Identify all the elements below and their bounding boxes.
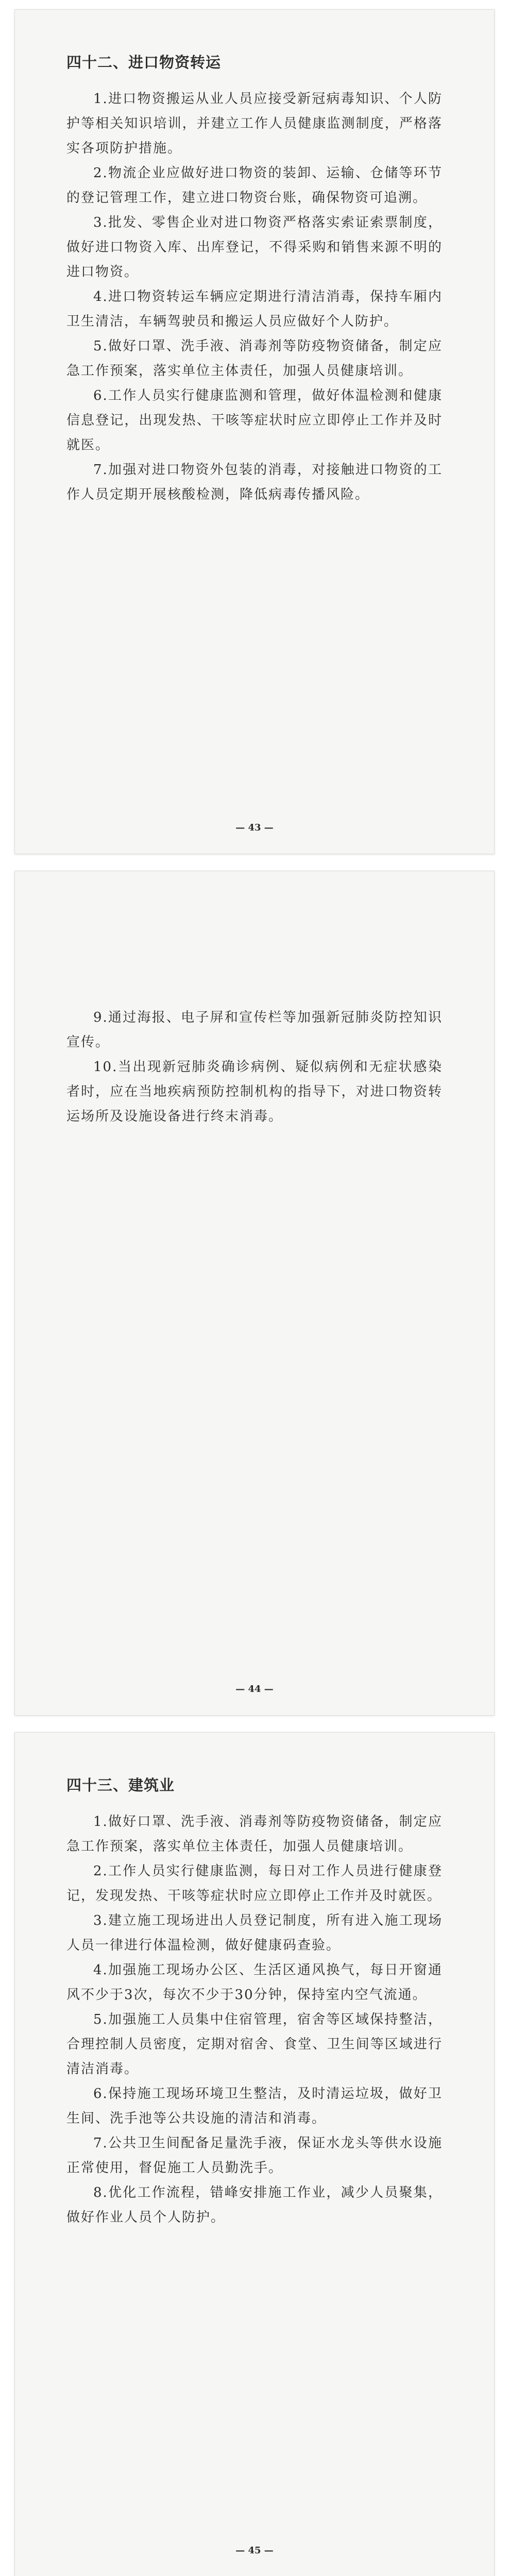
page-number: — 43 — xyxy=(235,822,274,833)
top-blank xyxy=(66,907,443,1005)
paragraph: 6.工作人员实行健康监测和管理，做好体温检测和健康信息登记，出现发热、干咳等症状时应立即停止工作并及时就医。 xyxy=(66,388,443,453)
paragraph: 3.批发、零售企业对进口物资严格落实索证索票制度，做好进口物资入库、出库登记，不得采购和销售来源不明的进口物资。 xyxy=(66,215,443,280)
paragraph: 5.做好口罩、洗手液、消毒剂等防疫物资储备，制定应急工作预案，落实单位主体责任，加强人员健康培训。 xyxy=(66,338,443,379)
document-page-1 xyxy=(14,9,495,854)
paragraph: 6.保持施工现场环境卫生整洁，及时清运垃圾，做好卫生间、洗手池等公共设施的清洁和消毒。 xyxy=(66,2086,443,2126)
paragraph: 4.进口物资转运车辆应定期进行清洁消毒，保持车厢内卫生清洁，车辆驾驶员和搬运人员应做好个人防护。 xyxy=(66,289,443,329)
section-title: 四十二、进口物资转运 xyxy=(66,54,222,71)
paragraph: 10.当出现新冠肺炎确诊病例、疑似病例和无症状感染者时，应在当地疾病预防控制机构的指导下，对进口物资转运场所及设施设备进行终末消毒。 xyxy=(66,1059,443,1124)
page-number: — 44 — xyxy=(235,1684,274,1694)
page-number: — 45 — xyxy=(235,2545,274,2556)
document-page-2 xyxy=(14,871,495,1716)
paragraph: 4.加强施工现场办公区、生活区通风换气，每日开窗通风不少于3次，每次不少于30分钟，保持室内空气流通。 xyxy=(66,1962,443,2003)
paragraph: 5.加强施工人员集中住宿管理，宿舍等区域保持整洁，合理控制人员密度，定期对宿舍、食堂、卫生间等区域进行清洁消毒。 xyxy=(66,2012,443,2077)
paragraph: 2.物流企业应做好进口物资的装卸、运输、仓储等环节的登记管理工作，建立进口物资台账，确保物资可追溯。 xyxy=(66,165,443,206)
document-page-3 xyxy=(14,1732,495,2576)
paragraph: 7.公共卫生间配备足量洗手液，保证水龙头等供水设施正常使用，督促施工人员勤洗手。 xyxy=(66,2136,443,2176)
paragraph: 1.进口物资搬运从业人员应接受新冠病毒知识、个人防护等相关知识培训，并建立工作人员健康监测制度，严格落实各项防护措施。 xyxy=(66,91,443,156)
paragraph: 8.优化工作流程，错峰安排施工作业，减少人员聚集，做好作业人员个人防护。 xyxy=(66,2185,443,2225)
paragraph: 3.建立施工现场进出人员登记制度，所有进入施工现场人员一律进行体温检测，做好健康码查验。 xyxy=(66,1913,443,1953)
paragraph: 7.加强对进口物资外包装的消毒，对接触进口物资的工作人员定期开展核酸检测，降低病毒传播风险。 xyxy=(66,462,443,502)
paragraph: 2.工作人员实行健康监测，每日对工作人员进行健康登记，发现发热、干咳等症状时应立即停止工作并及时就医。 xyxy=(66,1863,443,1904)
paragraph: 1.做好口罩、洗手液、消毒剂等防疫物资储备，制定应急工作预案，落实单位主体责任，加强人员健康培训。 xyxy=(66,1814,443,1854)
section-title: 四十三、建筑业 xyxy=(66,1776,175,1794)
paragraph: 9.通过海报、电子屏和宣传栏等加强新冠肺炎防控知识宣传。 xyxy=(66,1010,443,1050)
